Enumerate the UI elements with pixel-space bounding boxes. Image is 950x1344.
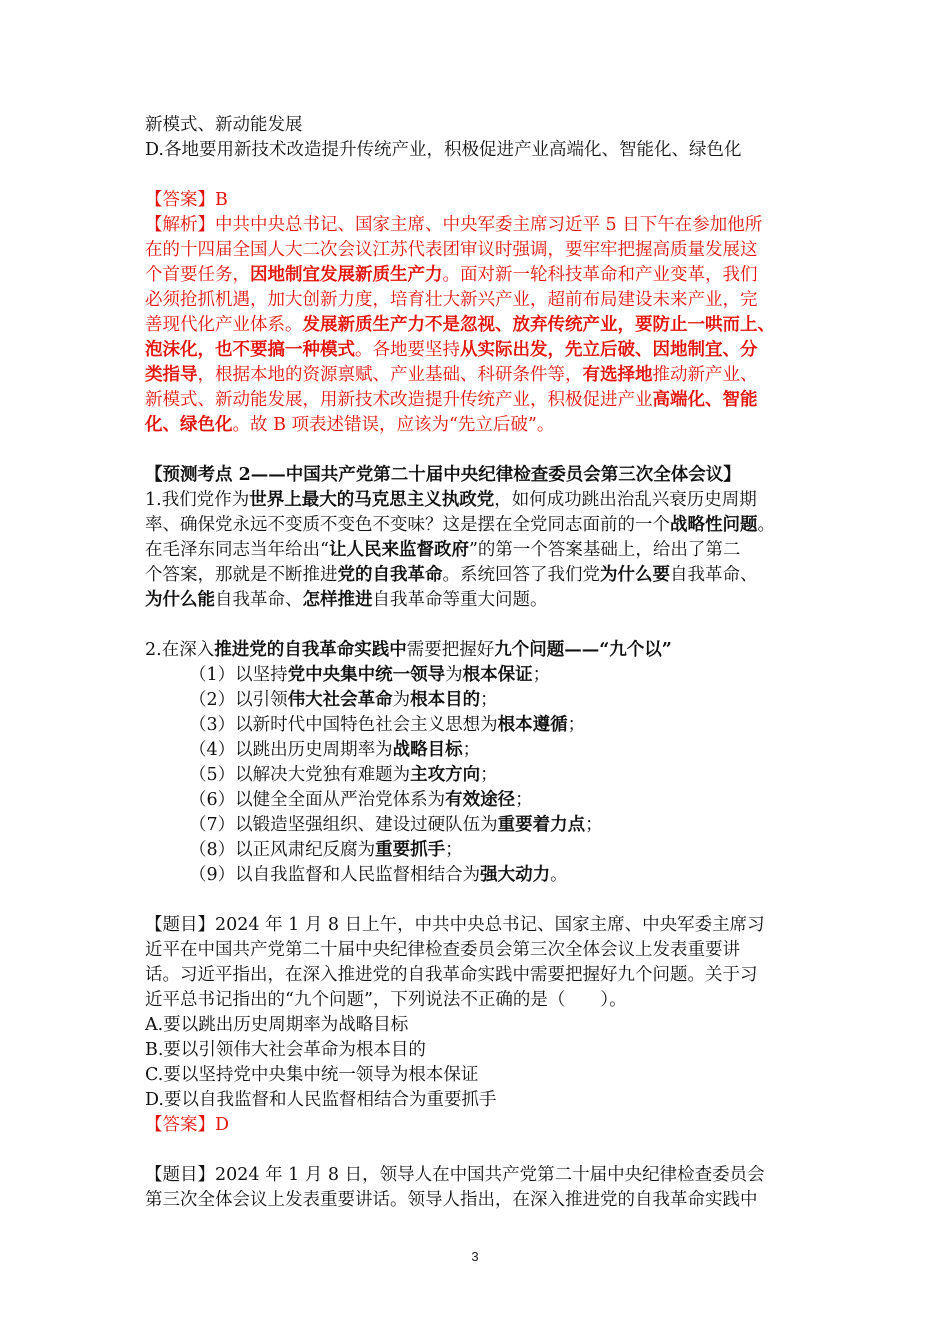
option-d: D.要以自我监督和人民监督相结合为重要抓手 [145, 1090, 497, 1110]
list-item: （5）以解决大党独有难题为主攻方向； [189, 765, 498, 785]
paragraph-1: 1.我们党作为世界上最大的马克思主义执政党，如何成功跳出治乱兴衰历史周期 率、确保党永远不变质不变色不变味？这是摆在全党同志面前的一个战略性问题。 在毛泽东同志当年给出“让人民来监督政府”的第一个答案基础上，给出了第二 个答案，那就是不断推进党的自我革命。系统回答了我们党为什么要自我革命、 为什么能自我革命、怎样推进自我革命等重大问题。 [145, 490, 775, 610]
option-d: D.各地要用新技术改造提升传统产业，积极促进产业高端化、智能化、绿色化 [145, 140, 742, 160]
question-3: 【题目】2024 年 1 月 8 日，领导人在中国共产党第二十届中央纪律检查委员会 第三次全体会议上发表重要讲话。领导人指出，在深入推进党的自我革命实践中 [145, 1165, 765, 1210]
list-item: （1）以坚持党中央集中统一领导为根本保证； [189, 665, 551, 685]
analysis-line: 化、绿色化。故 B 项表述错误，应该为“先立后破”。 [145, 415, 555, 435]
analysis-line: 【解析】中共中央总书记、国家主席、中央军委主席习近平 5 日下午在参加他所 [145, 215, 763, 235]
list-item: （6）以健全全面从严治党体系为有效途径； [189, 790, 533, 810]
answer-2: 【答案】D [145, 1115, 230, 1135]
nine-points-list [145, 663, 825, 888]
list-item: （9）以自我监督和人民监督相结合为强大动力。 [189, 865, 568, 885]
analysis-block [145, 213, 825, 438]
analysis-line: 类指导，根据本地的资源禀赋、产业基础、科研条件等，有选择地推动新产业、 [145, 365, 758, 385]
list-item: （2）以引领伟大社会革命为根本目的； [189, 690, 498, 710]
question-2: 【题目】2024 年 1 月 8 日上午，中共中央总书记、国家主席、中央军委主席习 近平在中国共产党第二十届中央纪律检查委员会第三次全体会议上发表重要讲 话。习近平指出，在深入推进党的自我革命实践中需要把握好九个问题。关于习 近平总书记指出的“九个问题”，下列说法不正确的是（ ）。 A.要以跳出历史周期率为战略目标 B.要以引领伟大社会革命为根本目的 C.要以坚持党中央集中统一领导为根本保证 D.要以自我监督和人民监督相结合为重要抓手 【答案】D [145, 913, 825, 1138]
analysis-line: 新模式、新动能发展，用新技术改造提升传统产业，积极促进产业高端化、智能 [145, 390, 758, 410]
option-c: C.要以坚持党中央集中统一领导为根本保证 [145, 1065, 479, 1085]
analysis-line: 个首要任务，因地制宜发展新质生产力。面对新一轮科技革命和产业变革，我们 [145, 265, 758, 285]
page-content [145, 113, 825, 1213]
paragraph-2: 2.在深入推进党的自我革命实践中需要把握好九个问题——“九个以” [145, 640, 672, 660]
list-item: （4）以跳出历史周期率为战略目标； [189, 740, 481, 760]
section-heading: 【预测考点 2——中国共产党第二十届中央纪律检查委员会第三次全体会议】 [145, 465, 741, 485]
list-item: （3）以新时代中国特色社会主义思想为根本遵循； [189, 715, 586, 735]
analysis-line: 在的十四届全国人大二次会议江苏代表团审议时强调，要牢牢把握高质量发展这 [145, 240, 758, 260]
page-number: 3 [471, 1249, 479, 1264]
option-c-continuation: 新模式、新动能发展 [145, 115, 303, 135]
analysis-line: 善现代化产业体系。发展新质生产力不是忽视、放弃传统产业，要防止一哄而上、 [145, 315, 775, 335]
answer-1: 【答案】B [145, 190, 228, 210]
list-item: （7）以锻造坚强组织、建设过硬队伍为重要着力点； [189, 815, 603, 835]
analysis-line: 必须抢抓机遇，加大创新力度，培育壮大新兴产业，超前布局建设未来产业，完 [145, 290, 758, 310]
analysis-line: 泡沫化，也不要搞一种模式。各地要坚持从实际出发，先立后破、因地制宜、分 [145, 340, 758, 360]
list-item: （8）以正风肃纪反腐为重要抓手； [189, 840, 463, 860]
option-b: B.要以引领伟大社会革命为根本目的 [145, 1040, 426, 1060]
option-a: A.要以跳出历史周期率为战略目标 [145, 1015, 409, 1035]
